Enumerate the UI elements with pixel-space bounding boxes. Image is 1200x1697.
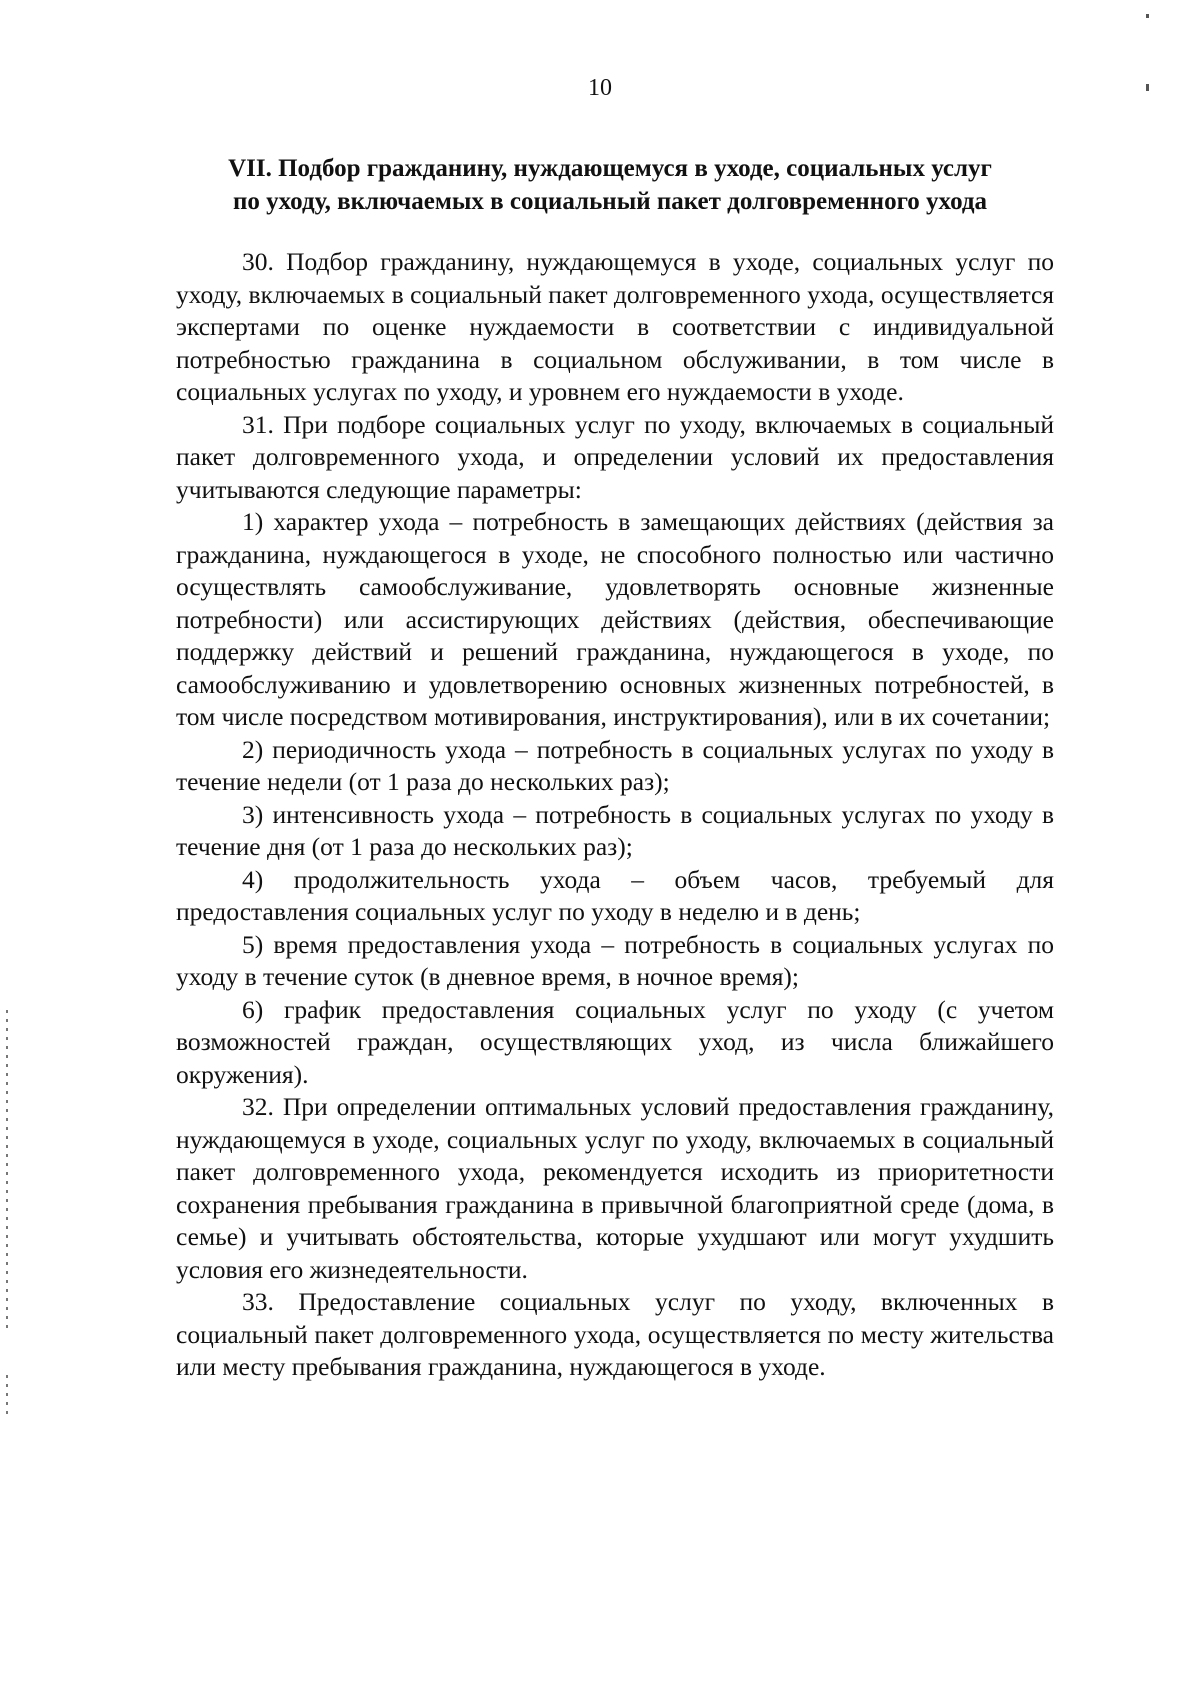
section-heading-line-1: VII. Подбор гражданину, нуждающемуся в уходе, социальных услуг <box>228 155 992 182</box>
list-item-6: 6) график предоставления социальных услуг по уходу (с учетом возможностей граждан, осуществляющих уход, из числа ближайшего окружения). <box>176 994 1054 1089</box>
section-heading-line-2: по уходу, включаемых в социальный пакет долговременного ухода <box>232 188 988 215</box>
list-item-3: 3) интенсивность ухода – потребность в социальных услугах по уходу в течение дня (от 1 раза до нескольких раз); <box>176 799 1054 861</box>
scan-speck <box>1146 14 1149 18</box>
paragraph-30: 30. Подбор гражданину, нуждающемуся в уходе, социальных услуг по уходу, включаемых в социальный пакет долговременного ухода, осуществляется экспертами по оценке нуждаемости в соответствии с индивидуальной потребностью гражданина в социальном обслуживании, в том числе в социальных услугах по уходу, и уровнем его нуждаемости в уходе. <box>176 247 1054 406</box>
scan-margin-dots <box>6 1010 8 1330</box>
scan-margin-dots <box>6 1375 8 1420</box>
list-item-1: 1) характер ухода – потребность в замещающих действиях (действия за гражданина, нуждающегося в уходе, не способного полностью или частично осуществлять самообслуживание, удовлетворять основные жизненные потребности) или ассистирующих действиях (действия, обеспечивающие поддержку действий и решений гражданина, нуждающегося в уходе, по самообслуживанию и удовлетворению основных жизненных потребностей, в том числе посредством мотивирования, инструктирования), или в их сочетании; <box>176 507 1054 731</box>
scan-speck <box>1146 84 1149 91</box>
list-item-4: 4) продолжительность ухода – объем часов, требуемый для предоставления социальных услуг по уходу в неделю и в день; <box>176 864 1054 926</box>
paragraph-33: 33. Предоставление социальных услуг по уходу, включенных в социальный пакет долговременного ухода, осуществляется по месту жительства или месту пребывания гражданина, нуждающегося в уходе. <box>176 1287 1054 1381</box>
page-number: 10 <box>588 75 612 101</box>
paragraph-32: 32. При определении оптимальных условий предоставления гражданину, нуждающемуся в уходе, социальных услуг по уходу, включаемых в социальный пакет долговременного ухода, рекомендуется исходить из приоритетности сохранения пребывания гражданина в привычной благоприятной среде (дома, в семье) и учитывать обстоятельства, которые ухудшают или могут ухудшить условия его жизнедеятельности. <box>176 1092 1054 1284</box>
list-item-2: 2) периодичность ухода – потребность в социальных услугах по уходу в течение недели (от 1 раза до нескольких раз); <box>176 734 1054 796</box>
section-heading <box>170 152 1050 218</box>
list-item-5: 5) время предоставления ухода – потребность в социальных услугах по уходу в течение суток (в дневное время, в ночное время); <box>176 929 1054 991</box>
body-text <box>176 246 1054 1384</box>
paragraph-31: 31. При подборе социальных услуг по уходу, включаемых в социальный пакет долговременного ухода, и определении условий их предоставления учитываются следующие параметры: <box>176 409 1054 504</box>
